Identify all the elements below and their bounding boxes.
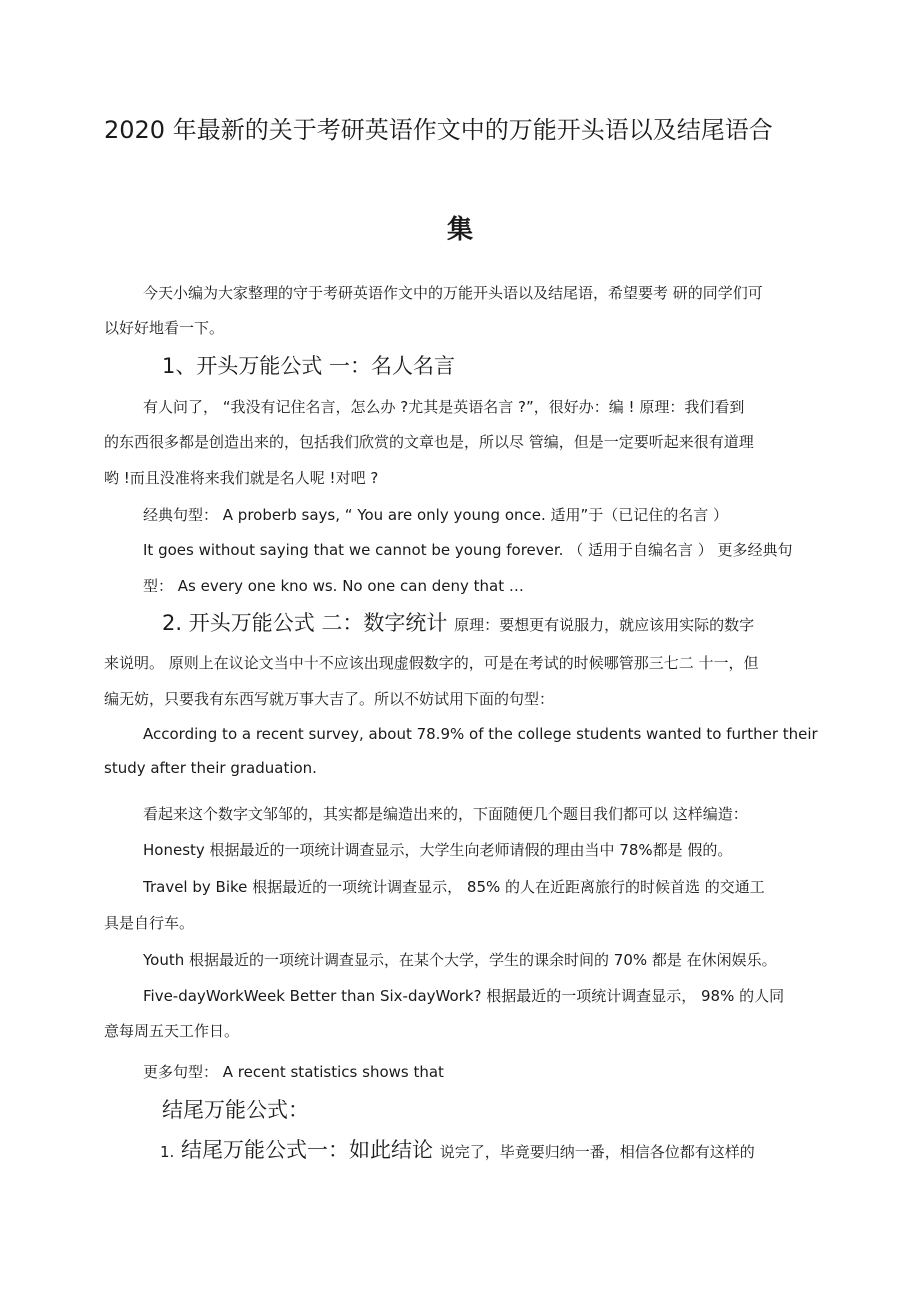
- section-heading-1: 1、开头万能公式 一：名人名言: [162, 354, 456, 378]
- paragraph-line: Honesty 根据最近的一项统计调查显示，大学生向老师请假的理由当中 78%都是 假的。: [143, 841, 733, 859]
- paragraph-line: 看起来这个数字文邹邹的，其实都是编造出来的，下面随便几个题目我们都可以 这样编造：: [143, 805, 748, 823]
- intro-line: 以好好地看一下。: [104, 319, 225, 337]
- section-heading-2-tail: 原理：要想更有说服力，就应该用实际的数字: [454, 616, 755, 634]
- paragraph-line: 的东西很多都是创造出来的，包括我们欣赏的文章也是，所以尽 管编，但是一定要听起来很有道理: [104, 433, 754, 451]
- section-heading-4: [160, 1136, 755, 1166]
- section-heading-4-text: 结尾万能公式一：如此结论: [181, 1138, 433, 1162]
- paragraph-line: According to a recent survey, about 78.9% of the college students wanted to further their: [143, 725, 818, 743]
- section-heading-2-text: 2. 开头万能公式 二：数字统计: [162, 611, 448, 635]
- paragraph-line: 具是自行车。: [104, 914, 195, 932]
- section-heading-3: 结尾万能公式：: [162, 1098, 309, 1122]
- paragraph-line: It goes without saying that we cannot be young forever. （ 适用于自编名言 ） 更多经典句: [143, 541, 793, 559]
- paragraph-line: 有人问了， “我没有记住名言，怎么办 ?尤其是英语名言 ?”，很好办：编 ! 原理：我们看到: [143, 398, 745, 416]
- paragraph-line: Five-dayWorkWeek Better than Six-dayWork? 根据最近的一项统计调查显示， 98% 的人同: [143, 987, 785, 1005]
- paragraph-line: study after their graduation.: [104, 759, 317, 777]
- paragraph-line: 来说明。 原则上在议论文当中十不应该出现虚假数字的，可是在考试的时候哪管那三七二 十一，但: [104, 654, 759, 672]
- paragraph-line: 经典句型： A proberb says, “ You are only young once. 适用”于（已记住的名言 ）: [143, 506, 729, 524]
- paragraph-line: Youth 根据最近的一项统计调查显示，在某个大学，学生的课余时间的 70% 都是 在休闲娱乐。: [143, 951, 777, 969]
- section-heading-4-number: 1.: [160, 1143, 175, 1161]
- paragraph-line: Travel by Bike 根据最近的一项统计调查显示， 85% 的人在近距离旅行的时候首选 的交通工: [143, 878, 765, 896]
- section-heading-2: [162, 609, 754, 639]
- paragraph-line: 型： As every one kno ws. No one can deny that …: [143, 577, 524, 595]
- paragraph-line: 意每周五天工作日。: [104, 1022, 240, 1040]
- paragraph-line: 更多句型： A recent statistics shows that: [143, 1063, 444, 1081]
- paragraph-line: 编无妨，只要我有东西写就万事大吉了。所以不妨试用下面的句型：: [104, 690, 555, 708]
- document-title-continued: 集: [446, 215, 473, 245]
- document-title: 2020 年最新的关于考研英语作文中的万能开头语以及结尾语合: [104, 116, 773, 144]
- paragraph-line: 哟 !而且没准将来我们就是名人呢 !对吧 ?: [104, 469, 379, 487]
- intro-line: 今天小编为大家整理的守于考研英语作文中的万能开头语以及结尾语，希望要考 研的同学们可: [143, 284, 763, 302]
- section-heading-4-tail: 说完了，毕竟要归纳一番，相信各位都有这样的: [439, 1143, 755, 1161]
